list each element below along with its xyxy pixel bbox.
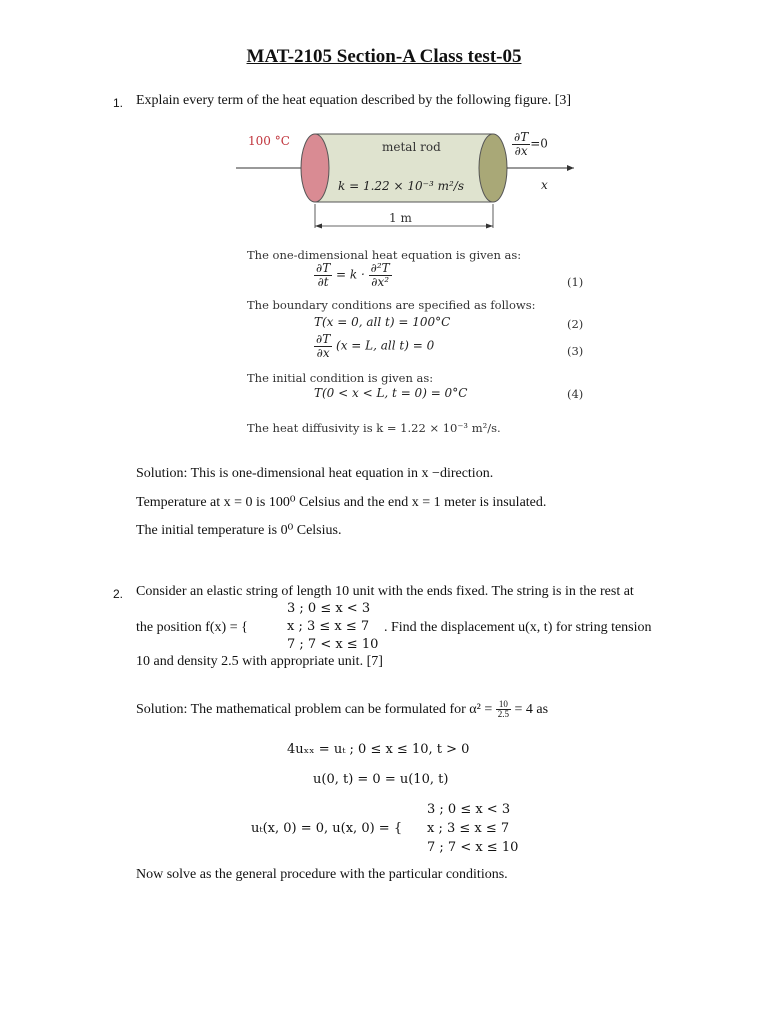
question-2-line-1: Consider an elastic string of length 10 unit with the ends fixed. The string is in the rest at (136, 584, 634, 599)
equation-number-1: (1) (567, 275, 584, 289)
rod-length: 1 m (389, 211, 412, 225)
question-1-prompt: Explain every term of the heat equation described by the following figure. [3] (136, 93, 572, 108)
right-boundary-condition: $\frac{\partial T}{\partial x}$ =0 (514, 130, 548, 158)
q2-solution-intro: Solution: The mathematical problem can be formulated for α² = $\frac{10}{2.5}$ = 4 as (136, 699, 549, 720)
initial-condition: T(0 < x < L, t = 0) = 0°C (314, 386, 468, 400)
question-1-number: 1. (113, 96, 124, 110)
rod-diffusivity: k = 1.22 × 10⁻³ m²/s (338, 179, 464, 193)
initial-conditions: uₜ(x, 0) = 0, u(x, 0) = { (251, 821, 403, 836)
boundary-conditions-intro: The boundary conditions are specified as follows: (247, 298, 536, 312)
piecewise-case-1: 3 ; 0 ≤ x < 3 (287, 601, 371, 616)
boundary-condition-2: $\frac{\partial T}{\partial x}$ (x = L, all t) = 0 (316, 332, 435, 360)
equation-number-2: (2) (567, 317, 584, 331)
equation-number-4: (4) (567, 387, 584, 401)
initial-case-1: 3 ; 0 ≤ x < 3 (427, 802, 511, 817)
equation-number-3: (3) (567, 344, 584, 358)
initial-condition-intro: The initial condition is given as: (247, 371, 434, 385)
rod-label: metal rod (382, 140, 441, 154)
q1-solution-line-3: The initial temperature is 0⁰ Celsius. (136, 523, 342, 538)
x-axis-label: x (541, 178, 548, 192)
initial-case-3: 7 ; 7 < x ≤ 10 (427, 840, 519, 855)
initial-case-2: x ; 3 ≤ x ≤ 7 (427, 821, 510, 836)
boundary-condition-1: T(x = 0, all t) = 100°C (314, 315, 451, 329)
heat-equation-intro: The one-dimensional heat equation is given as: (247, 248, 522, 262)
heat-equation: $\frac{\partial T}{\partial t}$ = k · $\frac{\text{∂²T}}{\text{∂x²}}$ (316, 261, 390, 289)
left-end-temperature: 100 °C (248, 134, 290, 148)
piecewise-case-3: 7 ; 7 < x ≤ 10 (287, 637, 379, 652)
piecewise-case-2: x ; 3 ≤ x ≤ 7 (287, 619, 370, 634)
boundary-conditions: u(0, t) = 0 = u(10, t) (313, 772, 449, 787)
wave-pde: 4uₓₓ = uₜ ; 0 ≤ x ≤ 10, t > 0 (287, 742, 470, 757)
heat-diffusivity-line: The heat diffusivity is k = 1.22 × 10⁻³ m²/s. (247, 421, 501, 435)
q2-closing-line: Now solve as the general procedure with the particular conditions. (136, 867, 508, 882)
q1-solution-line-1: Solution: This is one-dimensional heat equation in x −direction. (136, 466, 494, 481)
page-title: MAT-2105 Section-A Class test-05 (246, 46, 522, 67)
question-2-line-2-left: the position f(x) = { (136, 620, 248, 635)
question-2-line-3: 10 and density 2.5 with appropriate unit. [7] (136, 654, 383, 669)
q1-solution-line-2: Temperature at x = 0 is 100⁰ Celsius and the end x = 1 meter is insulated. (136, 495, 547, 510)
question-2-number: 2. (113, 587, 124, 601)
question-2-line-2-right: . Find the displacement u(x, t) for string tension (384, 620, 652, 635)
